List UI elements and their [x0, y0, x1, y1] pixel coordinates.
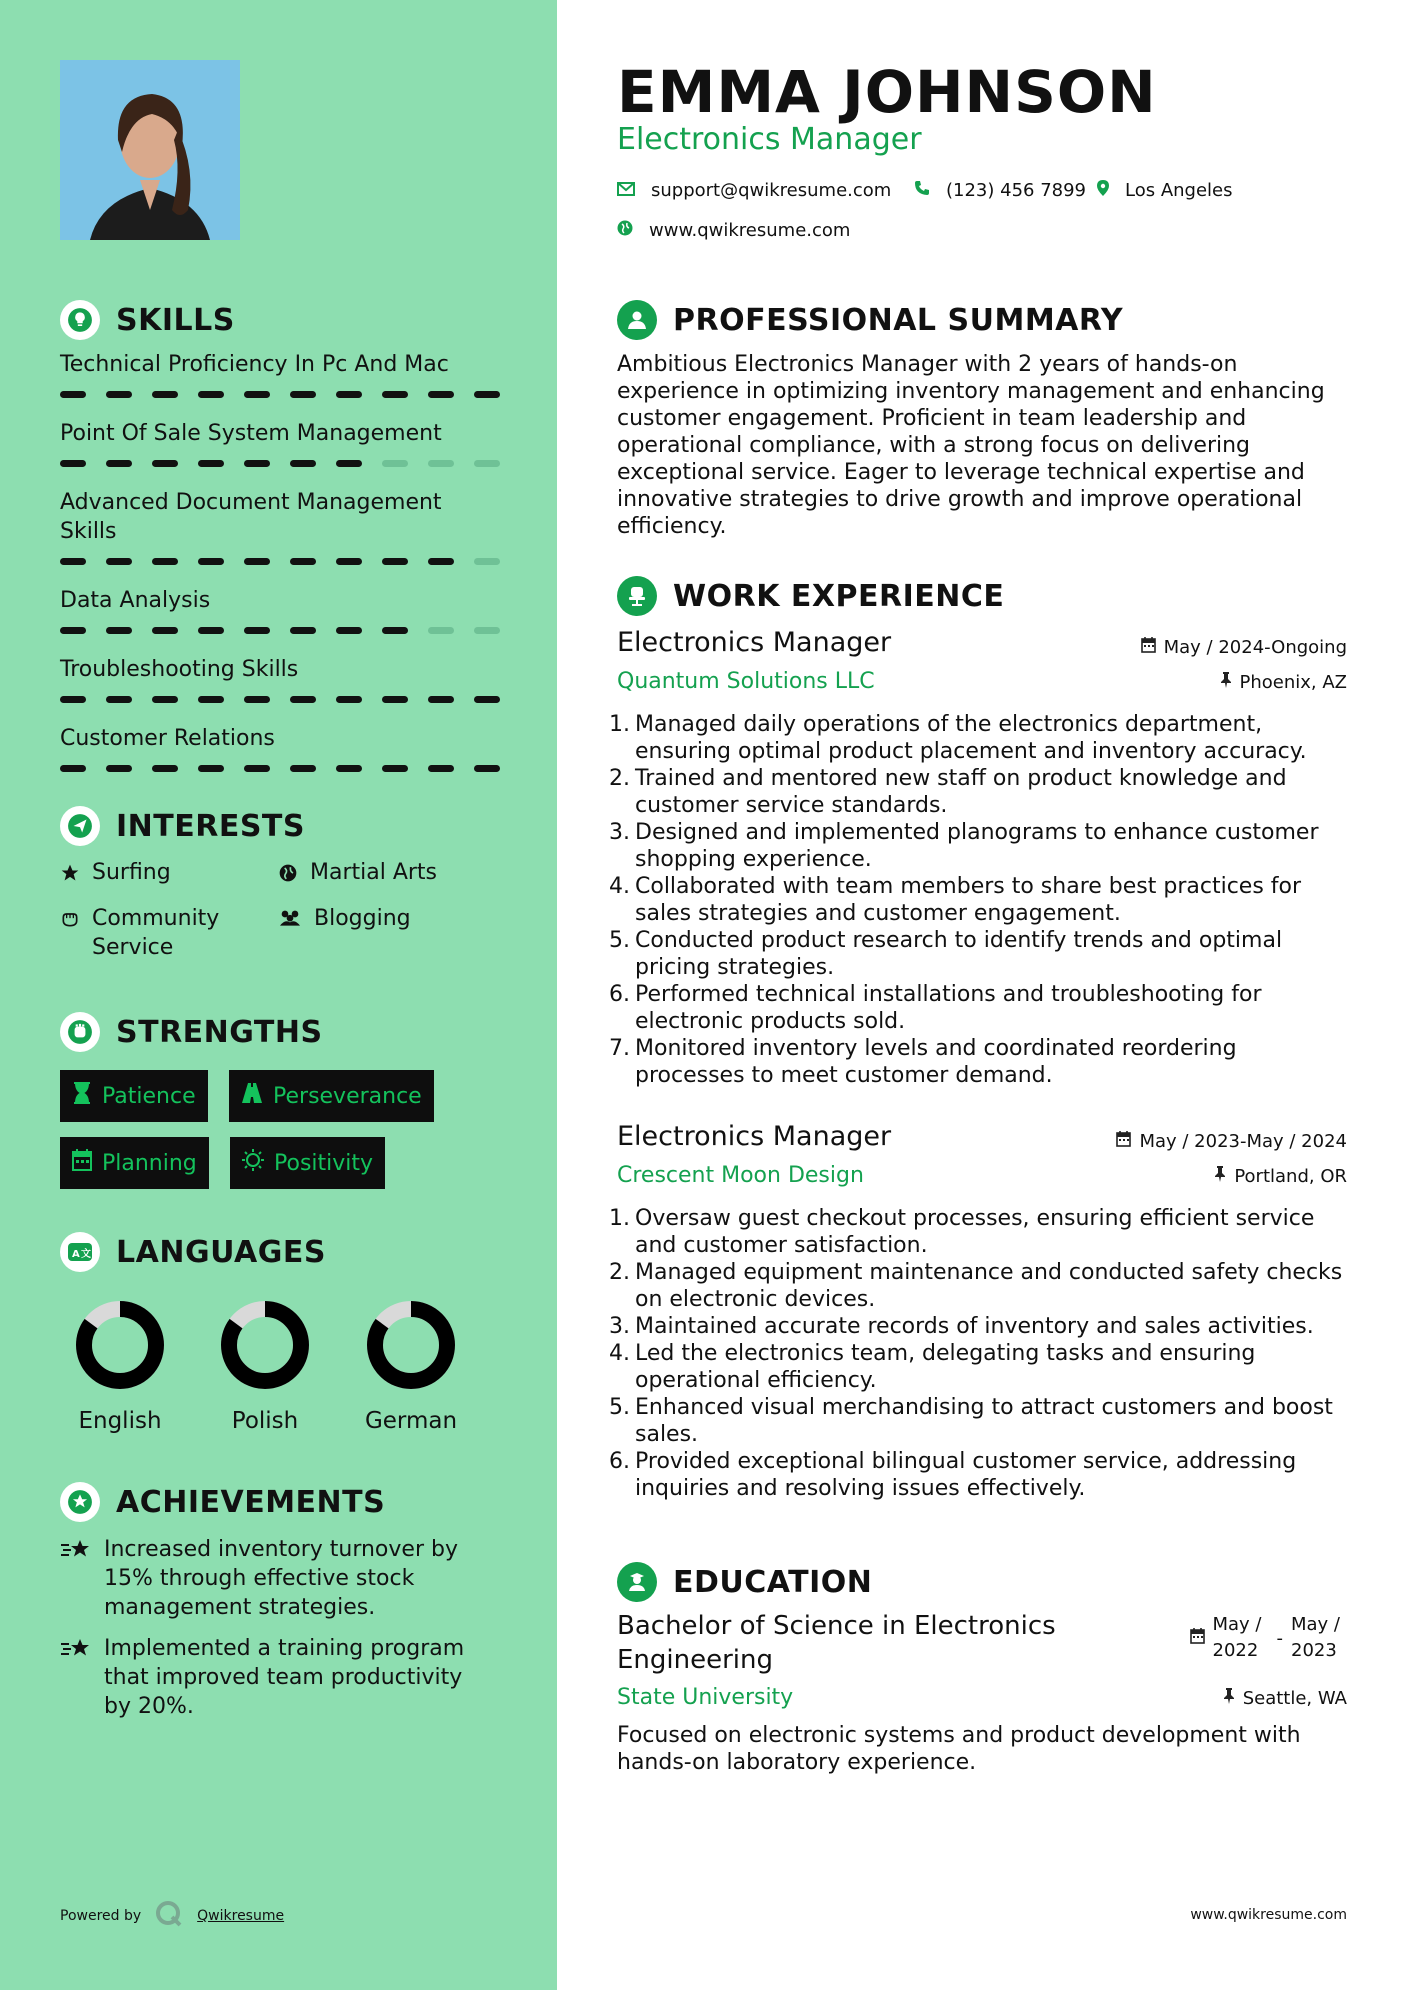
- job-date: [1116, 1131, 1347, 1152]
- achievements-list: [60, 1535, 490, 1733]
- bullet-number: 3.: [609, 1314, 630, 1339]
- achievements-title: ACHIEVEMENTS: [116, 1484, 386, 1520]
- languages-title: LANGUAGES: [116, 1234, 326, 1270]
- skill-level-dash: [290, 765, 316, 772]
- skill-level-dash: [244, 391, 270, 398]
- job-location-text: Phoenix, AZ: [1239, 672, 1347, 693]
- bullet-item: [609, 927, 1352, 981]
- powered-by: [60, 1900, 284, 1932]
- skill-level-dash: [474, 765, 500, 772]
- email-text[interactable]: support@qwikresume.com: [651, 180, 892, 201]
- skill-level-dash: [474, 558, 500, 565]
- education-start: May / 2022: [1212, 1614, 1262, 1661]
- skill-level-bar: [60, 558, 500, 565]
- globe-icon: [278, 858, 298, 891]
- skill-level-dash: [106, 558, 132, 565]
- degree-title: Bachelor of Science in Electronics Engineering: [617, 1611, 1056, 1675]
- skill-level-dash: [198, 765, 224, 772]
- skill-level-dash: [244, 696, 270, 703]
- bullet-number: 6.: [609, 1449, 630, 1474]
- bullet-item: [609, 1313, 1352, 1340]
- skill-name: Point Of Sale System Management: [60, 421, 442, 446]
- skill-level-dash: [382, 696, 408, 703]
- sidebar: [0, 0, 557, 1990]
- skill-level-dash: [198, 391, 224, 398]
- skill-level-dash: [474, 627, 500, 634]
- skill-level-dash: [382, 460, 408, 467]
- bullet-number: 4.: [609, 874, 630, 899]
- skill-level-dash: [60, 765, 86, 772]
- date-separator: -: [1276, 1628, 1283, 1649]
- skill-level-dash: [290, 460, 316, 467]
- user-icon: [617, 300, 657, 340]
- brand-link[interactable]: Qwikresume: [197, 1908, 285, 1924]
- skill-level-dash: [198, 696, 224, 703]
- education-description: Focused on electronic systems and product development with hands-on laboratory experience.: [617, 1723, 1301, 1775]
- lightbulb-icon: [60, 300, 100, 340]
- bullet-text: Performed technical installations and troubleshooting for electronic products sold.: [635, 982, 1262, 1034]
- skill-level-dash: [60, 558, 86, 565]
- skill-level-dash: [198, 460, 224, 467]
- bullet-number: 2.: [609, 1260, 630, 1285]
- language-donut: [220, 1300, 310, 1390]
- skill-level-bar: [60, 765, 500, 772]
- skill-level-dash: [152, 391, 178, 398]
- skill-level-dash: [106, 696, 132, 703]
- skill-level-dash: [382, 627, 408, 634]
- job-date-text: May / 2023-May / 2024: [1139, 1131, 1347, 1152]
- skill-item: [60, 655, 500, 703]
- bullet-text: Collaborated with team members to share best practices for sales strategies and customer engagement.: [635, 874, 1302, 926]
- skill-level-dash: [244, 627, 270, 634]
- skill-level-bar: [60, 460, 500, 467]
- experience-title: WORK EXPERIENCE: [673, 578, 1005, 614]
- skill-level-dash: [428, 627, 454, 634]
- skill-level-dash: [336, 627, 362, 634]
- skill-item: [60, 586, 500, 634]
- strength-label: Perseverance: [273, 1083, 422, 1109]
- calendar-icon: [72, 1149, 92, 1177]
- skill-level-dash: [290, 391, 316, 398]
- phone-text[interactable]: (123) 456 7899: [946, 180, 1087, 201]
- envelope-icon: [617, 180, 635, 201]
- interest-label: Community Service: [92, 906, 220, 960]
- skill-level-dash: [152, 558, 178, 565]
- skill-level-dash: [60, 696, 86, 703]
- language-icon: [60, 1232, 100, 1272]
- candidate-name: EMMA JOHNSON: [617, 58, 1157, 126]
- language-donut: [366, 1300, 456, 1390]
- summary-text: Ambitious Electronics Manager with 2 years of hands-on experience in optimizing inventory management and enhancing customer engagement. Proficient in team leadership and operational compliance, with a strong focus on delivering exceptional service. Eager to leverage technical expertise and innovative strategies to drive growth and improve operational efficiency.: [617, 352, 1325, 539]
- interests-title: INTERESTS: [116, 808, 305, 844]
- interest-label: Blogging: [314, 906, 411, 931]
- skill-level-dash: [106, 765, 132, 772]
- achievement-item: [60, 1535, 490, 1622]
- strengths-heading: [60, 1012, 323, 1052]
- bullet-item: [609, 1205, 1352, 1259]
- job-title: Electronics Manager: [617, 627, 892, 658]
- job-date-text: May / 2024-Ongoing: [1163, 637, 1347, 658]
- skills-list: [60, 350, 500, 793]
- bullet-item: [609, 819, 1352, 873]
- star-badge-icon: [60, 1482, 100, 1522]
- bullet-item: [609, 1340, 1352, 1394]
- education-title: EDUCATION: [673, 1564, 873, 1600]
- bullet-text: Conducted product research to identify trends and optimal pricing strategies.: [635, 928, 1283, 980]
- paper-plane-icon: [60, 806, 100, 846]
- bullet-text: Provided exceptional bilingual customer service, addressing inquiries and resolving issues effectively.: [635, 1449, 1297, 1501]
- bullet-item: [609, 1448, 1352, 1502]
- skill-level-dash: [428, 460, 454, 467]
- strength-label: Positivity: [274, 1150, 374, 1176]
- strength-label: Planning: [102, 1150, 197, 1176]
- svg-text:A: A: [72, 1249, 80, 1260]
- users-icon: [278, 904, 302, 937]
- language-label: Polish: [231, 1408, 299, 1434]
- bullet-number: 2.: [609, 766, 630, 791]
- bullet-text: Managed daily operations of the electronics department, ensuring optimal product placement and inventory accuracy.: [635, 712, 1307, 764]
- skill-level-dash: [474, 391, 500, 398]
- bullet-number: 6.: [609, 982, 630, 1007]
- bullet-number: 1.: [609, 712, 630, 737]
- pushpin-icon: [1223, 1688, 1235, 1709]
- skill-level-dash: [198, 627, 224, 634]
- skill-level-dash: [152, 627, 178, 634]
- skill-level-dash: [428, 391, 454, 398]
- calendar-icon: [1116, 1131, 1131, 1152]
- interests-heading: [60, 806, 305, 846]
- map-pin-icon: [1097, 180, 1109, 201]
- strength-chip: [230, 1137, 385, 1189]
- job-location: [1214, 1166, 1347, 1187]
- skill-level-dash: [244, 460, 270, 467]
- skill-level-dash: [336, 765, 362, 772]
- bullet-text: Maintained accurate records of inventory and sales activities.: [635, 1314, 1314, 1339]
- strength-chip: [60, 1070, 208, 1122]
- skill-level-bar: [60, 627, 500, 634]
- bullet-item: [609, 1035, 1352, 1089]
- contact-email: [617, 180, 891, 201]
- contact-location: [1097, 180, 1233, 201]
- bullet-number: 7.: [609, 1036, 630, 1061]
- job-bullets: [609, 711, 1352, 1089]
- education-dates: [1190, 1612, 1348, 1664]
- skill-level-dash: [428, 558, 454, 565]
- bullet-item: [609, 711, 1352, 765]
- skill-level-dash: [290, 558, 316, 565]
- language-item: [356, 1300, 466, 1434]
- skill-level-dash: [244, 765, 270, 772]
- skill-level-dash: [336, 391, 362, 398]
- fist-icon: [60, 1012, 100, 1052]
- shooting-star-icon: [60, 1634, 92, 1721]
- interest-label: Martial Arts: [310, 860, 438, 885]
- skill-level-dash: [106, 627, 132, 634]
- sun-icon: [242, 1149, 264, 1177]
- bullet-text: Led the electronics team, delegating tasks and ensuring operational efficiency.: [635, 1341, 1256, 1393]
- skill-level-dash: [60, 460, 86, 467]
- hourglass-icon: [72, 1082, 92, 1110]
- education-end: May / 2023: [1291, 1614, 1340, 1661]
- job-location: [1220, 672, 1348, 693]
- language-donut: [75, 1300, 165, 1390]
- skill-item: [60, 419, 500, 467]
- strengths-title: STRENGTHS: [116, 1014, 323, 1050]
- skill-level-bar: [60, 696, 500, 703]
- education-location: [1223, 1688, 1347, 1709]
- achievement-text: Increased inventory turnover by 15% through effective stock management strategies.: [104, 1537, 458, 1620]
- hand-icon: [60, 904, 80, 962]
- school-name: State University: [617, 1685, 794, 1710]
- bullet-number: 5.: [609, 1395, 630, 1420]
- strength-chip: [60, 1137, 209, 1189]
- job-date: [1141, 637, 1347, 658]
- skill-level-dash: [428, 765, 454, 772]
- pushpin-icon: [1214, 1166, 1226, 1187]
- experience-heading: [617, 576, 1004, 616]
- skill-name: Advanced Document Management Skills: [60, 490, 442, 544]
- achievement-text: Implemented a training program that improved team productivity by 20%.: [104, 1636, 465, 1719]
- shooting-star-icon: [60, 1535, 92, 1622]
- strength-chip: [229, 1070, 434, 1122]
- job-title: Electronics Manager: [617, 1121, 892, 1152]
- location-text: Los Angeles: [1125, 180, 1233, 201]
- contact-website: [617, 220, 850, 241]
- language-label: English: [78, 1408, 162, 1434]
- achievement-item: [60, 1634, 490, 1721]
- qwikresume-logo-icon: [155, 1900, 183, 1932]
- language-item: [65, 1300, 175, 1434]
- phone-icon: [914, 180, 930, 201]
- summary-title: PROFESSIONAL SUMMARY: [673, 302, 1124, 338]
- skill-name: Troubleshooting Skills: [60, 657, 299, 682]
- language-item: [210, 1300, 320, 1434]
- languages-heading: [60, 1232, 326, 1272]
- bullet-number: 5.: [609, 928, 630, 953]
- profile-photo: [60, 60, 240, 240]
- skill-level-dash: [244, 558, 270, 565]
- bullet-item: [609, 765, 1352, 819]
- skill-level-dash: [106, 460, 132, 467]
- skill-level-bar: [60, 391, 500, 398]
- calendar-icon: [1141, 637, 1156, 658]
- contact-phone: [914, 180, 1086, 201]
- star-icon: [60, 858, 80, 891]
- skill-level-dash: [152, 765, 178, 772]
- bullet-text: Enhanced visual merchandising to attract customers and boost sales.: [635, 1395, 1333, 1447]
- skill-level-dash: [474, 460, 500, 467]
- bullet-item: [609, 981, 1352, 1035]
- bullet-item: [609, 1394, 1352, 1448]
- skill-level-dash: [290, 696, 316, 703]
- bullet-text: Managed equipment maintenance and conducted safety checks on electronic devices.: [635, 1260, 1343, 1312]
- skill-item: [60, 488, 500, 565]
- job-bullets: [609, 1205, 1352, 1502]
- skill-level-dash: [336, 696, 362, 703]
- company-name: Quantum Solutions LLC: [617, 669, 875, 694]
- skill-level-dash: [152, 696, 178, 703]
- education-heading: [617, 1562, 872, 1602]
- skill-level-dash: [198, 558, 224, 565]
- bullet-number: 1.: [609, 1206, 630, 1231]
- bullet-number: 4.: [609, 1341, 630, 1366]
- interest-item: [60, 858, 260, 891]
- skills-title: SKILLS: [116, 302, 235, 338]
- skill-name: Data Analysis: [60, 588, 211, 613]
- skill-level-dash: [60, 391, 86, 398]
- strength-label: Patience: [102, 1083, 196, 1109]
- calendar-icon: [1190, 1626, 1205, 1664]
- language-label: German: [364, 1408, 458, 1434]
- bullet-text: Trained and mentored new staff on product knowledge and customer service standards.: [635, 766, 1287, 818]
- chair-icon: [617, 576, 657, 616]
- skill-level-dash: [382, 765, 408, 772]
- bullet-text: Designed and implemented planograms to enhance customer shopping experience.: [635, 820, 1319, 872]
- skill-item: [60, 724, 500, 772]
- footer-url[interactable]: www.qwikresume.com: [1190, 1907, 1347, 1923]
- summary-heading: [617, 300, 1123, 340]
- skill-level-dash: [382, 391, 408, 398]
- globe-icon: [617, 220, 633, 241]
- skill-level-dash: [336, 460, 362, 467]
- job-location-text: Portland, OR: [1234, 1166, 1347, 1187]
- skill-level-dash: [336, 558, 362, 565]
- skill-level-dash: [428, 696, 454, 703]
- skill-item: [60, 350, 500, 398]
- education-location-text: Seattle, WA: [1242, 1688, 1347, 1709]
- bullet-item: [609, 1259, 1352, 1313]
- graduate-icon: [617, 1562, 657, 1602]
- skill-level-dash: [106, 391, 132, 398]
- skill-name: Customer Relations: [60, 726, 275, 751]
- skill-level-dash: [152, 460, 178, 467]
- interest-item: [278, 904, 498, 937]
- achievements-heading: [60, 1482, 385, 1522]
- skill-name: Technical Proficiency In Pc And Mac: [60, 352, 449, 377]
- interest-item: [278, 858, 498, 891]
- bullet-item: [609, 873, 1352, 927]
- bullet-text: Oversaw guest checkout processes, ensuring efficient service and customer satisfaction.: [635, 1206, 1315, 1258]
- powered-by-label: Powered by: [60, 1908, 142, 1924]
- skill-level-dash: [474, 696, 500, 703]
- bullet-number: 3.: [609, 820, 630, 845]
- interest-label: Surfing: [92, 860, 171, 885]
- svg-text:文: 文: [81, 1249, 91, 1260]
- interest-item: [60, 904, 260, 962]
- skill-level-dash: [382, 558, 408, 565]
- company-name: Crescent Moon Design: [617, 1163, 864, 1188]
- skill-level-dash: [290, 627, 316, 634]
- road-icon: [241, 1083, 263, 1109]
- pushpin-icon: [1220, 672, 1232, 693]
- website-text[interactable]: www.qwikresume.com: [649, 220, 851, 241]
- bullet-text: Monitored inventory levels and coordinated reordering processes to meet customer demand.: [635, 1036, 1237, 1088]
- skill-level-dash: [60, 627, 86, 634]
- skills-heading: [60, 300, 235, 340]
- candidate-role: Electronics Manager: [617, 122, 922, 157]
